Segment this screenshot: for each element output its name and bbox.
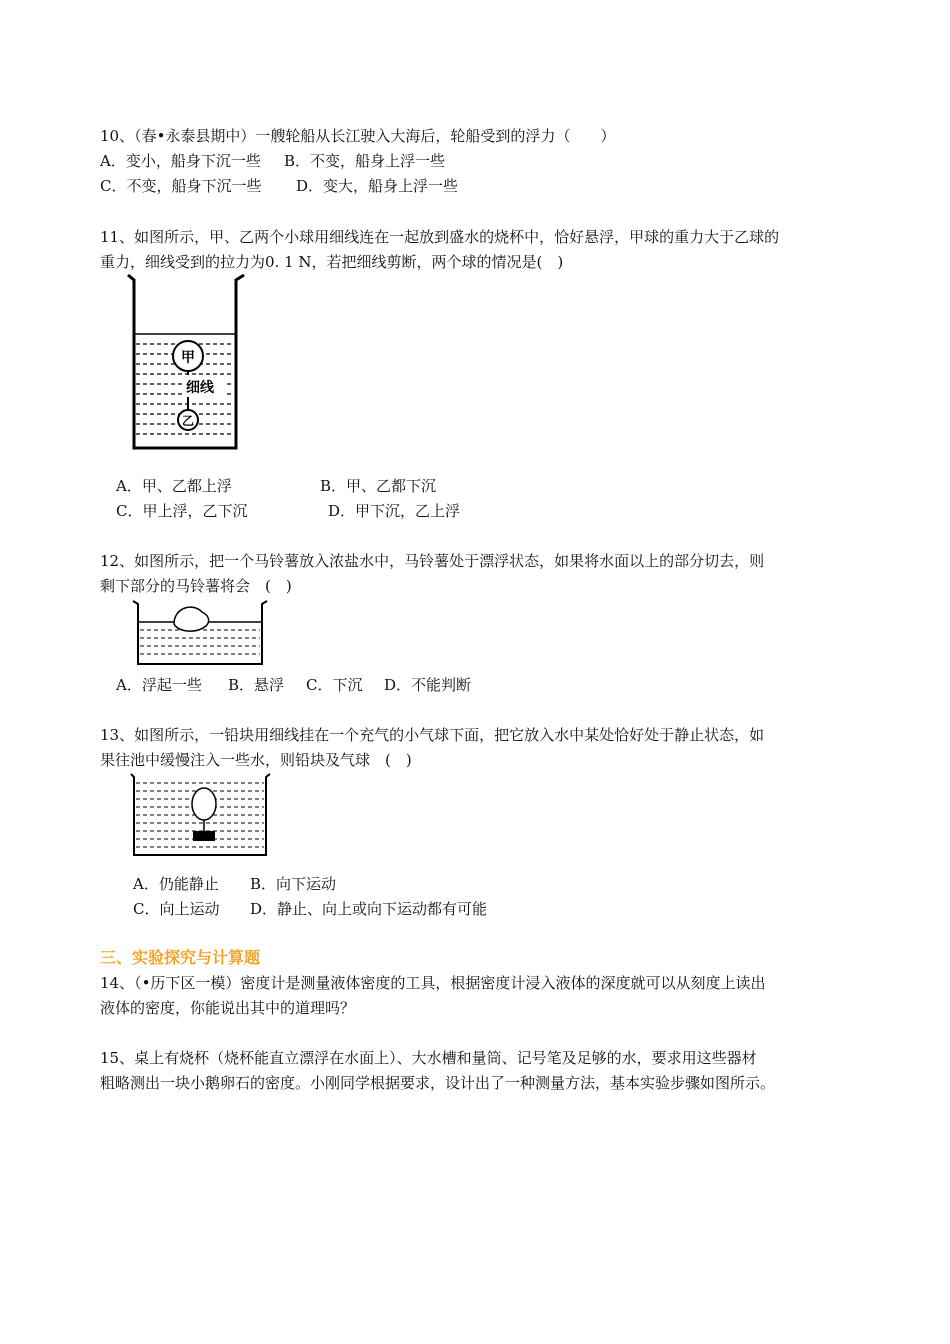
section-heading: 三、实验探究与计算题	[100, 948, 261, 967]
q13-pool-figure	[128, 772, 273, 860]
q10-option-c: C．不变，船身下沉一些	[100, 177, 262, 195]
q13-option-a: A．仍能静止	[133, 875, 219, 893]
q14-line2: 液体的密度，你能说出其中的道理吗？	[100, 999, 356, 1017]
q13-stem-line1: 13、如图所示，一铅块用细线挂在一个充气的小气球下面，把它放入水中某处恰好处于静止状态，如	[100, 726, 765, 744]
q10-stem: 10、（春•永泰县期中）一艘轮船从长江驶入大海后，轮船受到的浮力（ ）	[100, 127, 616, 145]
lead-block-shape	[193, 831, 215, 841]
q13-stem-line2: 果往池中缓慢注入一些水，则铅块及气球 ( )	[100, 751, 412, 769]
q11-option-a: A．甲、乙都上浮	[116, 477, 232, 495]
q12-option-d: D．不能判断	[384, 676, 472, 694]
q11-option-d: D．甲下沉，乙上浮	[328, 502, 461, 520]
q10-option-a: A．变小，船身下沉一些	[100, 152, 261, 170]
q11-option-b: B．甲、乙都下沉	[320, 477, 437, 495]
potato-shape	[174, 607, 209, 631]
q14-line1: 14、（•历下区一模）密度计是测量液体密度的工具，根据密度计浸入液体的深度就可以从刻度上读出	[100, 974, 766, 992]
q12-stem-line2: 剩下部分的马铃薯将会 ( )	[100, 577, 292, 595]
q10-option-d: D．变大，船身上浮一些	[296, 177, 459, 195]
q11-stem-line1: 11、如图所示，甲、乙两个小球用细线连在一起放到盛水的烧杯中，恰好悬浮，甲球的重力大于乙球的	[100, 228, 780, 246]
q10-option-b: B．不变，船身上浮一些	[284, 152, 446, 170]
balloon-shape	[192, 788, 216, 820]
q12-option-b: B．悬浮	[228, 676, 285, 694]
ball-jia-label: 甲	[181, 350, 195, 366]
q13-option-c: C．向上运动	[133, 900, 220, 918]
q13-option-b: B．向下运动	[250, 875, 337, 893]
ball-yi-label: 乙	[181, 414, 195, 428]
q15-line2: 粗略测出一块小鹅卵石的密度。小刚同学根据要求，设计出了一种测量方法，基本实验步骤如图所示。	[100, 1074, 776, 1092]
string-label: 细线	[186, 380, 214, 396]
q11-stem-line2: 重力，细线受到的拉力为0. 1 N，若把细线剪断，两个球的情况是( )	[100, 253, 564, 271]
q11-beaker-figure	[120, 272, 250, 454]
q11-option-c: C．甲上浮，乙下沉	[116, 502, 248, 520]
q12-beaker-figure	[130, 598, 270, 668]
q12-option-a: A．浮起一些	[116, 676, 202, 694]
q13-option-d: D．静止、向上或向下运动都有可能	[250, 900, 488, 918]
q12-stem-line1: 12、如图所示，把一个马铃薯放入浓盐水中，马铃薯处于漂浮状态，如果将水面以上的部分切去，则	[100, 552, 765, 570]
q15-line1: 15、桌上有烧杯（烧杯能直立漂浮在水面上）、大水槽和量筒、记号笔及足够的水，要求用这些器材	[100, 1049, 757, 1067]
q12-option-c: C．下沉	[306, 676, 363, 694]
